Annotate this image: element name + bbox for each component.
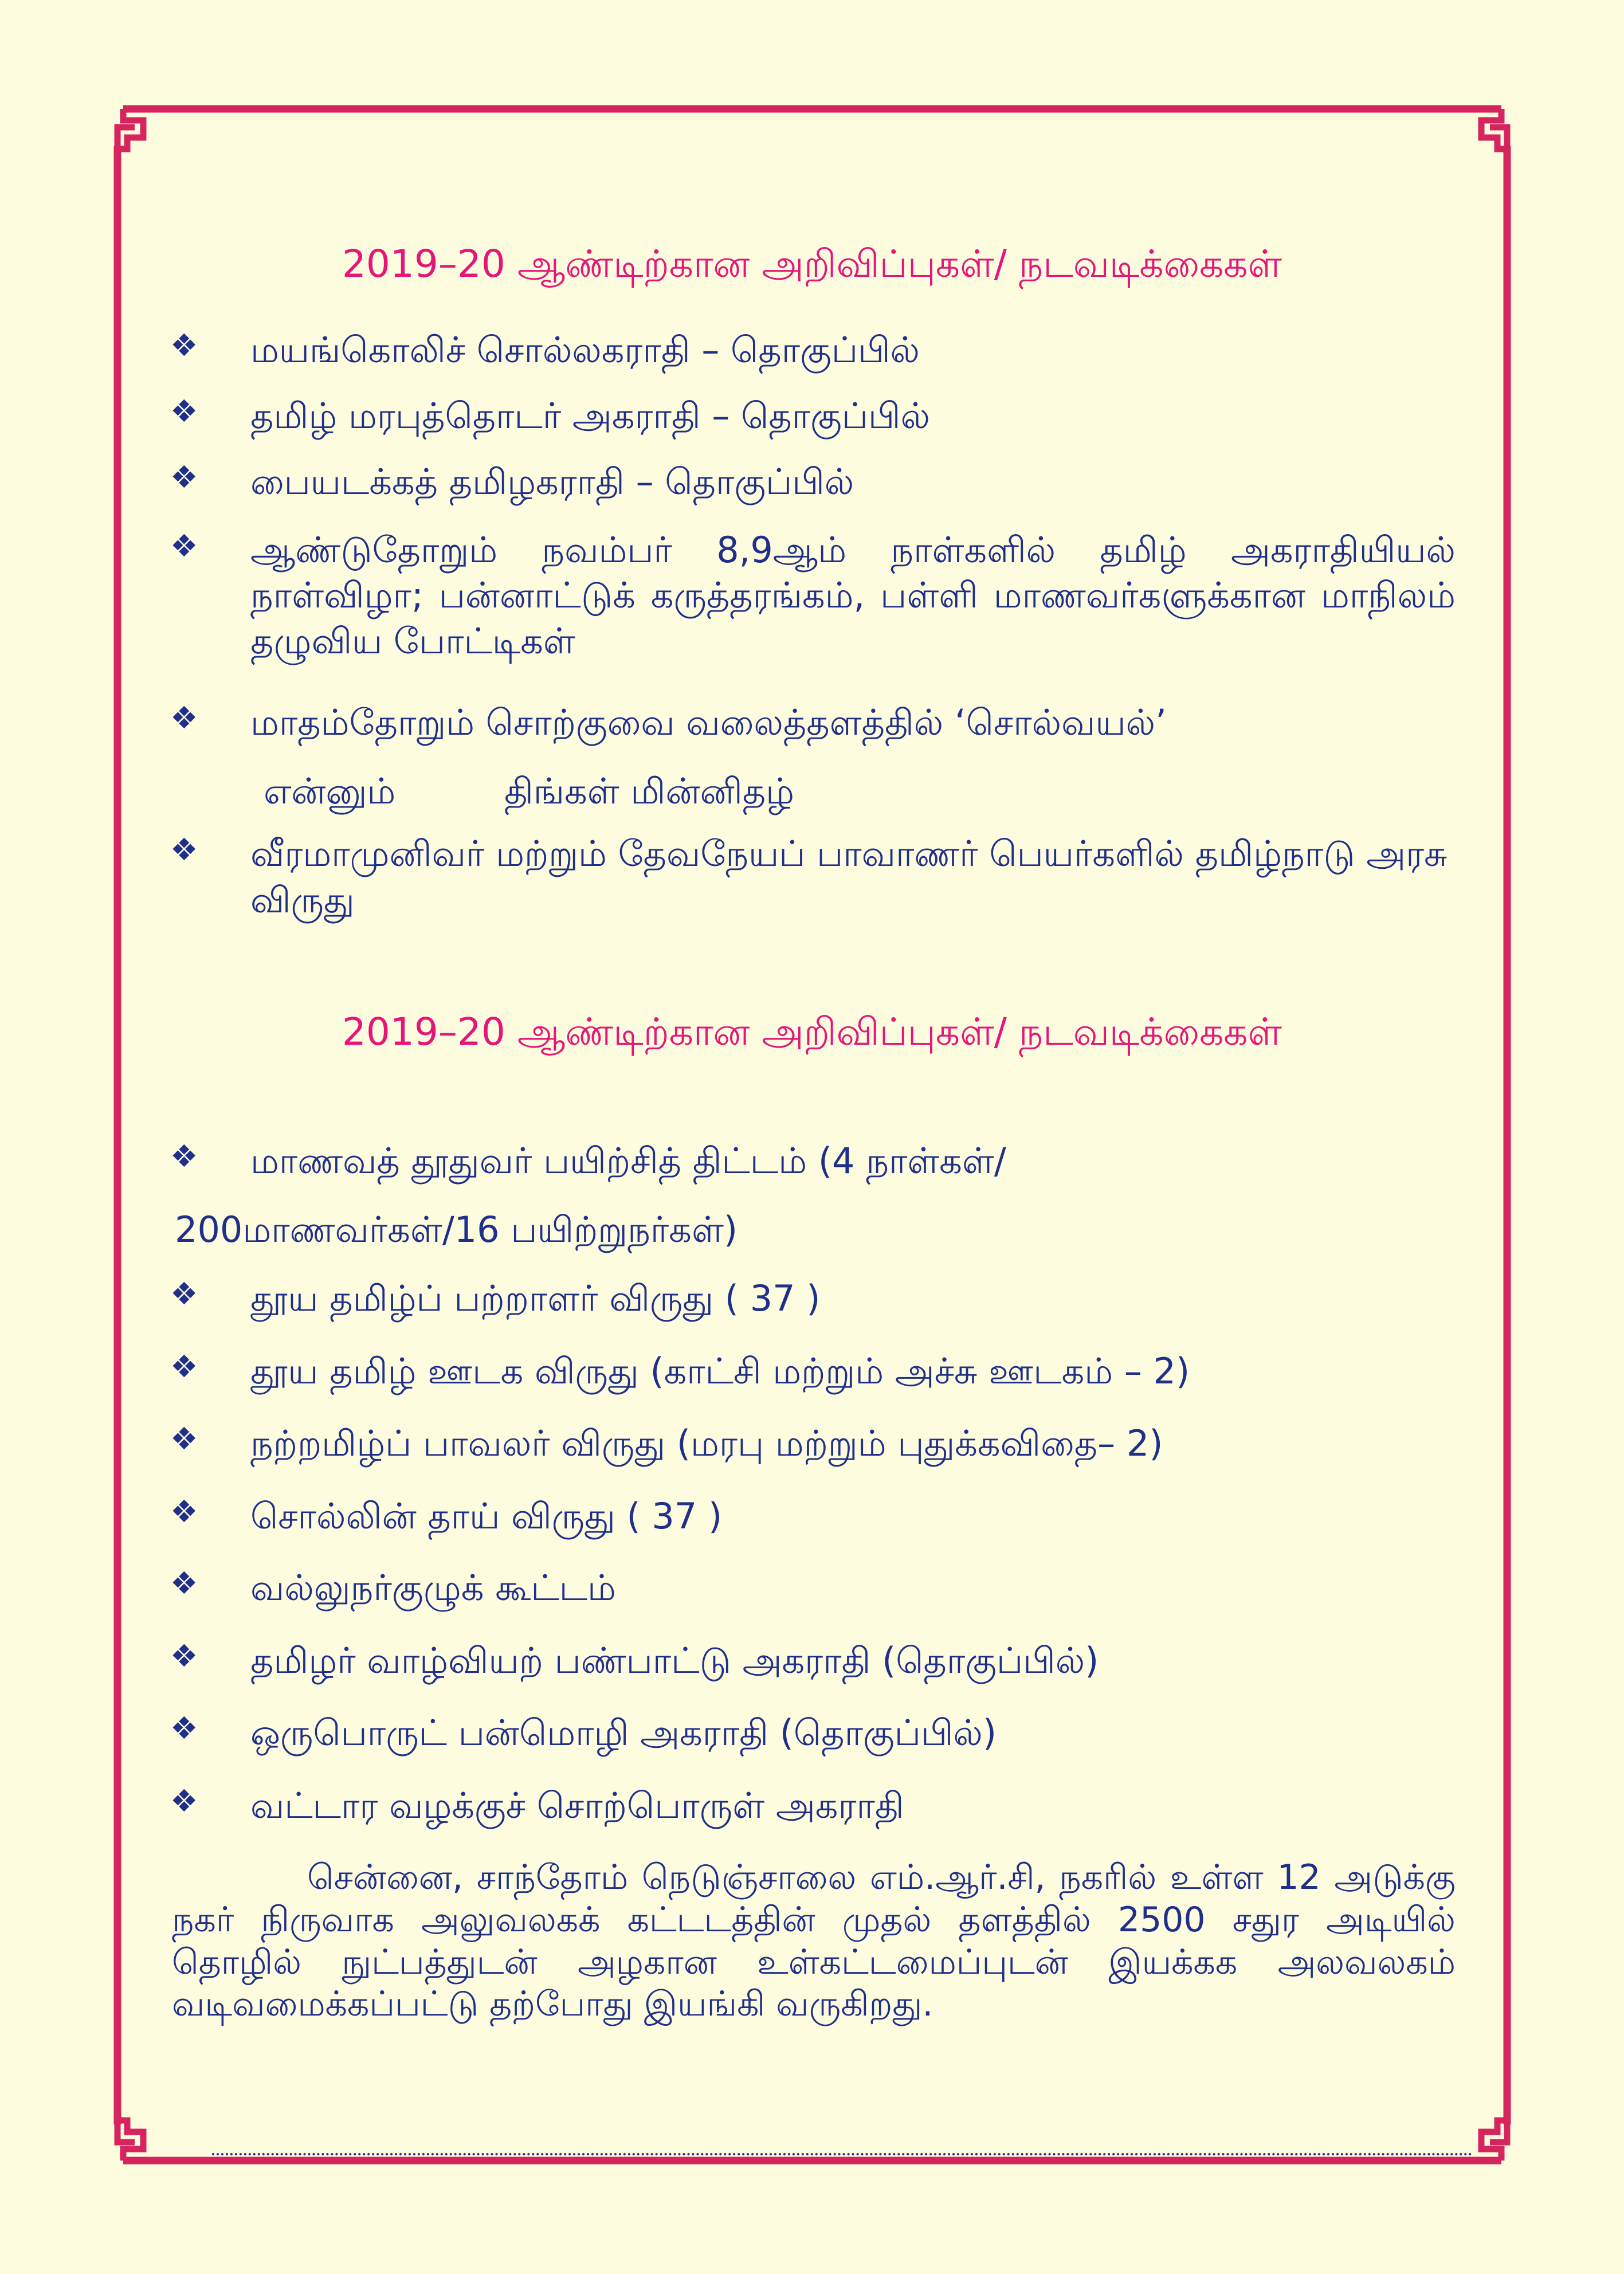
- closing-paragraph: சென்னை, சாந்தோம் நெடுஞ்சாலை எம்.ஆர்.சி, நகரில் உள்ள 12 அடுக்கு நகர் நிருவாக அலுவலகக் கட்டடத்தின் முதல் தளத்தில் 2500 சதுர அடியில் தொழில் நுட்பத்துடன் அழகான உள்கட்டமைப்புடன் இயக்கக அலவலகம் வடிவமைக்கப்பட்டு தற்போது இயங்கி வருகிறது.: [172, 1857, 1456, 2025]
- list-item-text: வட்டார வழக்குச் சொற்பொருள் அகராதி: [250, 1785, 904, 1826]
- list-item-text: வல்லுநர்குழுக் கூட்டம்: [250, 1567, 616, 1609]
- list-item-text: சொல்லின் தாய் விருது ( 37 ): [250, 1495, 723, 1537]
- list-item-text: ஒருபொருட் பன்மொழி அகராதி (தொகுப்பில்): [250, 1712, 997, 1754]
- diamond-bullet-icon: ❖: [170, 1783, 198, 1819]
- list-item-text-line-2a: என்னும்: [264, 770, 396, 812]
- list-item-text: பையடக்கத் தமிழகராதி – தொகுப்பில்: [250, 461, 854, 503]
- diamond-bullet-icon: ❖: [170, 1493, 198, 1530]
- list-item-text: தூய தமிழ் ஊடக விருது (காட்சி மற்றும் அச்சு ஊடகம் – 2): [250, 1350, 1190, 1392]
- list-item: [172, 1493, 1456, 1540]
- list-item-text-line-1: மாணவத் தூதுவர் பயிற்சித் திட்டம் (4 நாள்கள்/: [250, 1140, 1006, 1182]
- diamond-bullet-icon: ❖: [170, 1348, 198, 1385]
- section-1-heading: 2019–20 ஆண்டிற்கான அறிவிப்புகள்/ நடவடிக்கைகள்: [342, 242, 1282, 286]
- list-item: [172, 327, 1456, 374]
- diamond-bullet-icon: ❖: [170, 700, 198, 736]
- list-item: [172, 1138, 1456, 1185]
- list-item: [172, 1420, 1456, 1467]
- diamond-bullet-icon: ❖: [170, 1638, 198, 1674]
- list-item: [172, 699, 1456, 746]
- list-item-text: தூய தமிழ்ப் பற்றாளர் விருது ( 37 ): [250, 1277, 821, 1319]
- list-item-text: தமிழ் மரபுத்தொடர் அகராதி – தொகுப்பில்: [250, 395, 931, 437]
- list-item-text-line-1: மாதம்தோறும் சொற்குவை வலைத்தளத்தில் ‘சொல்வயல்’: [250, 701, 1167, 743]
- list-item: [172, 1348, 1456, 1395]
- diamond-bullet-icon: ❖: [170, 327, 198, 363]
- list-item: [172, 1710, 1456, 1757]
- list-item-text: நற்றமிழ்ப் பாவலர் விருது (மரபு மற்றும் புதுக்கவிதை– 2): [250, 1422, 1163, 1464]
- diamond-bullet-icon: ❖: [170, 1276, 198, 1312]
- diamond-bullet-icon: ❖: [170, 1565, 198, 1601]
- diamond-bullet-icon: ❖: [170, 528, 198, 564]
- dotted-divider: [212, 2153, 1473, 2155]
- list-item-text-line-2: 200மாணவர்கள்/16 பயிற்றுநர்கள்): [175, 1209, 738, 1250]
- list-item: [172, 1565, 1456, 1612]
- list-item-text: வீரமாமுனிவர் மற்றும் தேவநேயப் பாவாணர் பெயர்களில் தமிழ்நாடு அரசு விருது: [250, 833, 1448, 921]
- list-item: [172, 1637, 1456, 1684]
- diamond-bullet-icon: ❖: [170, 1138, 198, 1174]
- list-item: [172, 831, 1456, 923]
- list-item-text: தமிழர் வாழ்வியற் பண்பாட்டு அகராதி (தொகுப்பில்): [250, 1640, 1099, 1681]
- list-item-text-line-2b: திங்கள் மின்னிதழ்: [504, 770, 795, 812]
- diamond-bullet-icon: ❖: [170, 459, 198, 495]
- section-2-heading: 2019–20 ஆண்டிற்கான அறிவிப்புகள்/ நடவடிக்கைகள்: [342, 1010, 1282, 1054]
- list-item: [172, 1275, 1456, 1322]
- list-item: [172, 458, 1456, 505]
- diamond-bullet-icon: ❖: [170, 1710, 198, 1746]
- list-item-text: ஆண்டுதோறும் நவம்பர் 8,9ஆம் நாள்களில் தமிழ் அகராதியியல் நாள்விழா; பன்னாட்டுக் கருத்தரங்கம், பள்ளி மாணவர்களுக்கான மாநிலம் தழுவிய போட்டிகள்: [250, 529, 1456, 662]
- list-item: [172, 393, 1456, 440]
- list-item: [172, 1782, 1456, 1829]
- list-item-text: மயங்கொலிச் சொல்லகராதி – தொகுப்பில்: [250, 329, 920, 371]
- list-item: [172, 527, 1456, 664]
- diamond-bullet-icon: ❖: [170, 832, 198, 868]
- diamond-bullet-icon: ❖: [170, 1421, 198, 1457]
- diamond-bullet-icon: ❖: [170, 393, 198, 429]
